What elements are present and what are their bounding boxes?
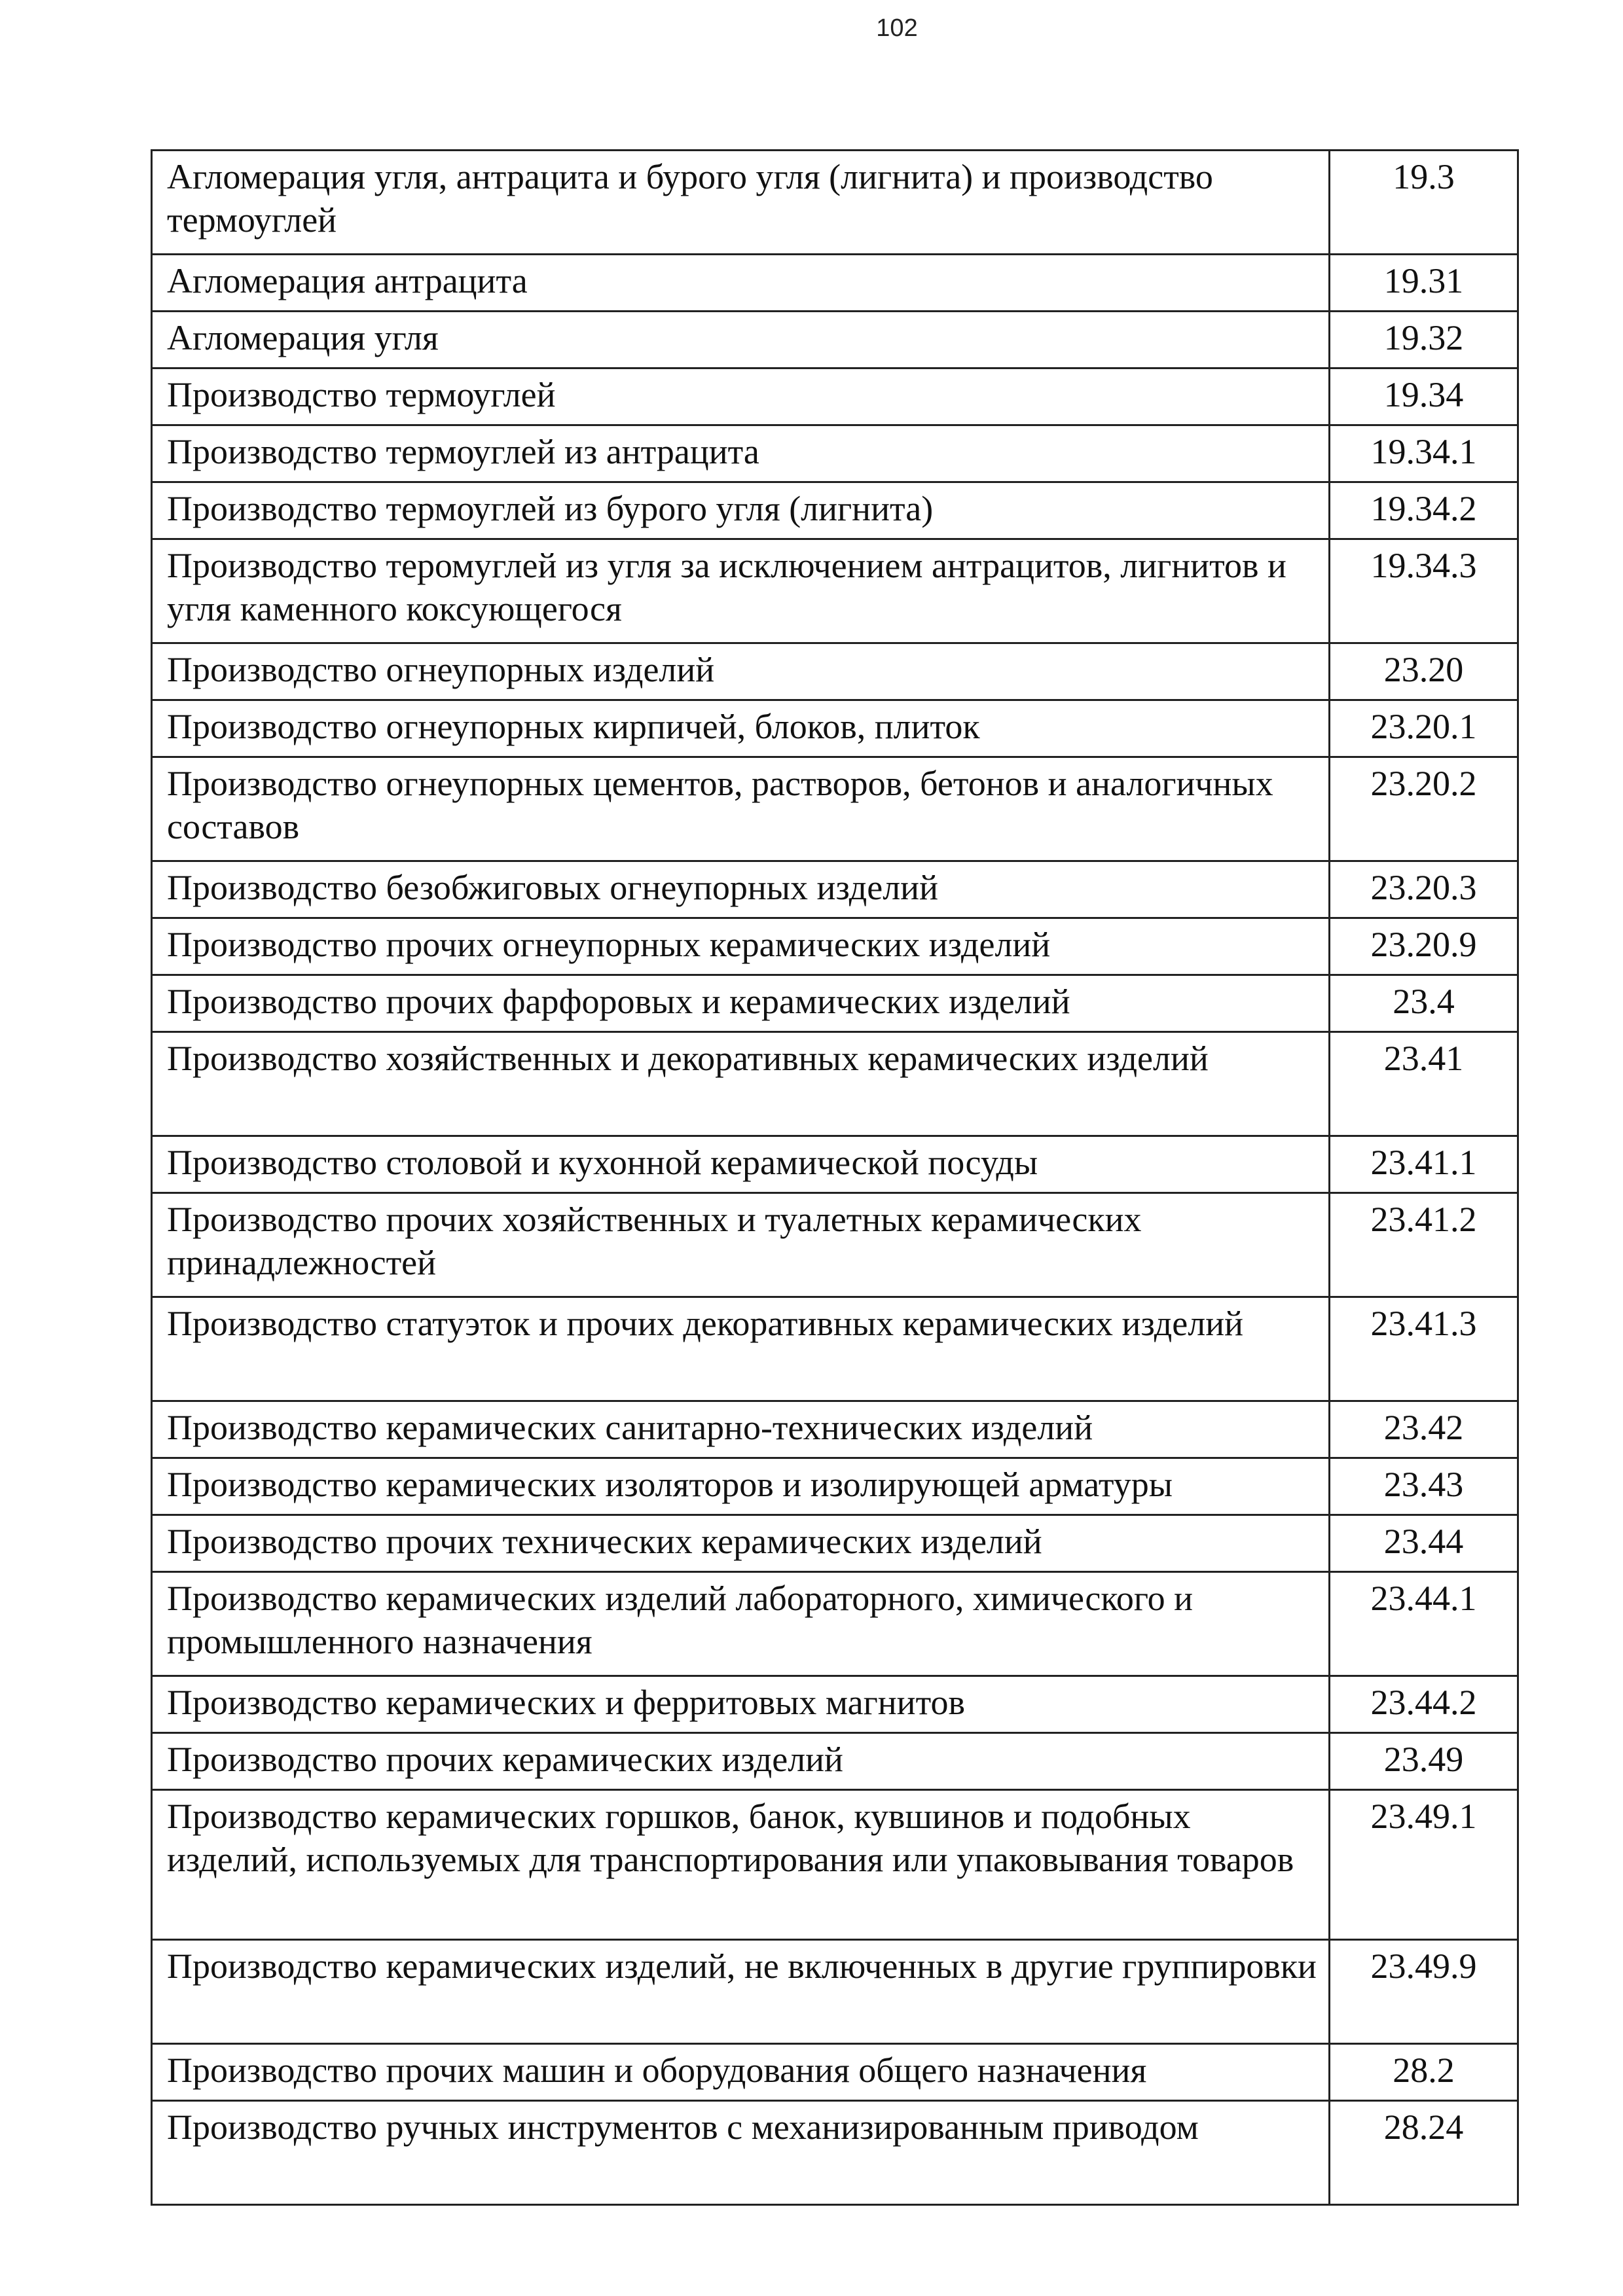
okved-code: 23.43 xyxy=(1330,1458,1518,1515)
activity-description: Агломерация угля xyxy=(152,312,1330,368)
activity-description: Производство термоуглей из антрацита xyxy=(152,425,1330,482)
okved-code: 19.34.2 xyxy=(1330,482,1518,539)
okved-code: 23.41.3 xyxy=(1330,1297,1518,1401)
okved-code: 23.20.9 xyxy=(1330,918,1518,975)
table-row xyxy=(152,368,1518,425)
okved-code: 19.32 xyxy=(1330,312,1518,368)
table-row xyxy=(152,539,1518,643)
okved-code: 23.44 xyxy=(1330,1515,1518,1572)
activity-description: Производство термоуглей из бурого угля (лигнита) xyxy=(152,482,1330,539)
activity-description: Производство хозяйственных и декоративных керамических изделий xyxy=(152,1032,1330,1136)
table-row xyxy=(152,482,1518,539)
activity-description: Производство огнеупорных изделий xyxy=(152,643,1330,700)
table-row xyxy=(152,312,1518,368)
okved-code: 19.3 xyxy=(1330,151,1518,255)
activity-description: Производство керамических изоляторов и изолирующей арматуры xyxy=(152,1458,1330,1515)
okved-code: 23.20.2 xyxy=(1330,757,1518,861)
okved-code: 23.49.1 xyxy=(1330,1790,1518,1940)
okved-code: 19.34.1 xyxy=(1330,425,1518,482)
table-row xyxy=(152,700,1518,757)
activity-description: Производство статуэток и прочих декоративных керамических изделий xyxy=(152,1297,1330,1401)
okved-code: 19.31 xyxy=(1330,255,1518,312)
okved-code: 23.20.3 xyxy=(1330,861,1518,918)
table-row xyxy=(152,1297,1518,1401)
table-row xyxy=(152,1676,1518,1733)
table-row xyxy=(152,2044,1518,2101)
table-row xyxy=(152,1790,1518,1940)
activity-description: Производство прочих огнеупорных керамических изделий xyxy=(152,918,1330,975)
table-row xyxy=(152,1940,1518,2044)
okved-code: 23.41 xyxy=(1330,1032,1518,1136)
activity-description: Производство прочих технических керамических изделий xyxy=(152,1515,1330,1572)
okved-code: 23.44.2 xyxy=(1330,1676,1518,1733)
okved-table xyxy=(151,149,1519,2206)
activity-description: Производство керамических санитарно-технических изделий xyxy=(152,1401,1330,1458)
activity-description: Производство прочих машин и оборудования общего назначения xyxy=(152,2044,1330,2101)
table-row xyxy=(152,1032,1518,1136)
activity-description: Агломерация угля, антрацита и бурого угля (лигнита) и производство термоуглей xyxy=(152,151,1330,255)
table-row xyxy=(152,861,1518,918)
table-row xyxy=(152,643,1518,700)
table-row xyxy=(152,1458,1518,1515)
activity-description: Производство прочих керамических изделий xyxy=(152,1733,1330,1790)
okved-table-container xyxy=(151,149,1519,2206)
activity-description: Производство ручных инструментов с механизированным приводом xyxy=(152,2101,1330,2205)
okved-table-body xyxy=(152,151,1518,2205)
activity-description: Производство огнеупорных цементов, растворов, бетонов и аналогичных составов xyxy=(152,757,1330,861)
okved-code: 23.44.1 xyxy=(1330,1572,1518,1676)
activity-description: Производство керамических и ферритовых магнитов xyxy=(152,1676,1330,1733)
table-row xyxy=(152,1733,1518,1790)
table-row xyxy=(152,151,1518,255)
activity-description: Производство огнеупорных кирпичей, блоков, плиток xyxy=(152,700,1330,757)
okved-code: 23.42 xyxy=(1330,1401,1518,1458)
activity-description: Производство керамических изделий лабораторного, химического и промышленного назначения xyxy=(152,1572,1330,1676)
table-row xyxy=(152,255,1518,312)
okved-code: 23.49 xyxy=(1330,1733,1518,1790)
table-row xyxy=(152,1193,1518,1297)
table-row xyxy=(152,1401,1518,1458)
okved-code: 28.2 xyxy=(1330,2044,1518,2101)
table-row xyxy=(152,425,1518,482)
okved-code: 23.41.1 xyxy=(1330,1136,1518,1193)
activity-description: Агломерация антрацита xyxy=(152,255,1330,312)
okved-code: 19.34.3 xyxy=(1330,539,1518,643)
table-row xyxy=(152,1136,1518,1193)
table-row xyxy=(152,2101,1518,2205)
okved-code: 19.34 xyxy=(1330,368,1518,425)
table-row xyxy=(152,918,1518,975)
activity-description: Производство теромуглей из угля за исключением антрацитов, лигнитов и угля каменного коксующегося xyxy=(152,539,1330,643)
okved-code: 23.49.9 xyxy=(1330,1940,1518,2044)
table-row xyxy=(152,1572,1518,1676)
activity-description: Производство прочих фарфоровых и керамических изделий xyxy=(152,975,1330,1032)
okved-code: 28.24 xyxy=(1330,2101,1518,2205)
okved-code: 23.20 xyxy=(1330,643,1518,700)
activity-description: Производство керамических изделий, не включенных в другие группировки xyxy=(152,1940,1330,2044)
activity-description: Производство термоуглей xyxy=(152,368,1330,425)
activity-description: Производство керамических горшков, банок, кувшинов и подобных изделий, используемых для транспортирования или упаковывания товаров xyxy=(152,1790,1330,1940)
okved-code: 23.20.1 xyxy=(1330,700,1518,757)
page-number: 102 xyxy=(876,14,918,42)
activity-description: Производство столовой и кухонной керамической посуды xyxy=(152,1136,1330,1193)
activity-description: Производство безобжиговых огнеупорных изделий xyxy=(152,861,1330,918)
activity-description: Производство прочих хозяйственных и туалетных керамических принадлежностей xyxy=(152,1193,1330,1297)
okved-code: 23.41.2 xyxy=(1330,1193,1518,1297)
table-row xyxy=(152,975,1518,1032)
okved-code: 23.4 xyxy=(1330,975,1518,1032)
table-row xyxy=(152,1515,1518,1572)
table-row xyxy=(152,757,1518,861)
